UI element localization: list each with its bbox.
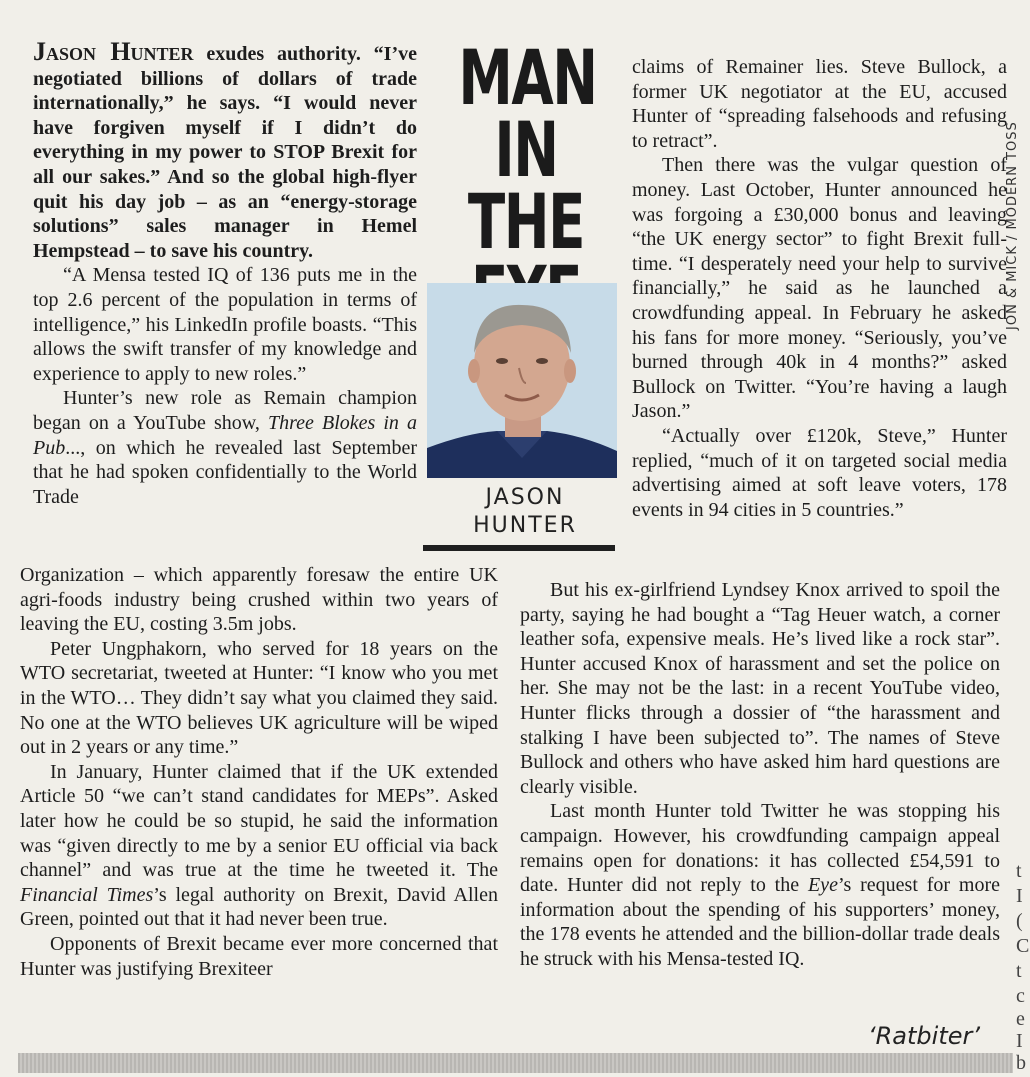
paragraph-opponents: Opponents of Brexit became ever more concerned that Hunter was justifying Brexiteer bbox=[20, 932, 498, 980]
caption-line-1: JASON bbox=[485, 485, 565, 510]
right-column-lower bbox=[520, 578, 1000, 972]
edge-letter: t bbox=[1016, 860, 1022, 882]
paragraph-youtube-text-b: ..., on which he revealed last September that he had spoken confidentially to the World Trade bbox=[33, 436, 417, 508]
left-column-upper bbox=[33, 37, 417, 509]
edge-letter: C bbox=[1016, 935, 1030, 957]
edge-letter: I bbox=[1016, 885, 1023, 907]
paragraph-last-month-text-b: ’s request for more information about the spending of his supporters’ money, the 178 events he attended and the billion-dollar trade deals he struck with his Mensa-tested IQ. bbox=[520, 874, 1000, 970]
lead-name: Jason Hunter bbox=[33, 37, 194, 66]
edge-letter: I bbox=[1016, 1030, 1023, 1052]
headline-line-2: IN THE bbox=[467, 105, 585, 266]
photo-caption bbox=[440, 484, 610, 540]
portrait-photo bbox=[427, 283, 617, 478]
lead-text: exudes authority. “I’ve negotiated billions of dollars of trade internationally,” he says. “I would never have forgiven myself if I didn’t do everything in my power to STOP Brexit for all our sakes.” And so the global high-flyer quit his day job – as an “energy-storage solutions” sales manager in Hemel Hempstead – to save his country. bbox=[33, 43, 417, 262]
edge-letter: c bbox=[1016, 985, 1025, 1007]
caption-rule bbox=[423, 545, 615, 551]
paragraph-120k: “Actually over £120k, Steve,” Hunter replied, “much of it on targeted social media advertising aimed at soft leave voters, 178 events in 94 cities in 5 countries.” bbox=[632, 424, 1007, 521]
paragraph-youtube bbox=[33, 386, 417, 509]
byline: ‘Ratbiter’ bbox=[868, 1022, 980, 1050]
show-title: Three Blokes in a Pub bbox=[33, 411, 417, 459]
paragraph-article50-text-a: In January, Hunter claimed that if the UK extended Article 50 “we can’t stand candidates for MEPs”. Asked later how he could be so stupid, he said the information was “given directly to me by a senior EU official via back channel” and was true at the time he tweeted it. The bbox=[20, 760, 498, 882]
left-column-lower bbox=[20, 563, 498, 981]
paragraph-ungphakorn: Peter Ungphakorn, who served for 18 years on the WTO secretariat, tweeted at Hunter: “I know who you met in the WTO… They didn’t say what you claimed they said. No one at the WTO believes UK agriculture will be wiped out in 2 years or any time.” bbox=[20, 637, 498, 759]
newspaper-name: Financial Times bbox=[20, 883, 154, 906]
paragraph-article50 bbox=[20, 760, 498, 932]
paragraph-mensa: “A Mensa tested IQ of 136 puts me in the top 2.6 percent of the population in terms of intelligence,” his LinkedIn profile boasts. “This allows the swift transfer of my knowledge and experience to apply to new roles.” bbox=[33, 264, 417, 385]
edge-letter: t bbox=[1016, 960, 1022, 982]
headline-line-1: MAN bbox=[458, 33, 597, 122]
illustration-credit: JON & MICK / MODERN TOSS bbox=[1005, 121, 1020, 330]
paragraph-money: Then there was the vulgar question of money. Last October, Hunter announced he was forgoing a £30,000 bonus and leaving “the UK energy sector” to fight Brexit full-time. “I desperately need your help to survive financially,” he said as he launched a crowdfunding appeal. In February he asked his fans for more money. “Seriously, you’ve burned through 40k in 4 months?” asked Bullock on Twitter. “You’re having a laugh Jason.” bbox=[632, 154, 1007, 423]
edge-letter: e bbox=[1016, 1008, 1025, 1030]
paragraph-wto-continued: Organization – which apparently foresaw the entire UK agri-foods industry being crushed within two years of leaving the EU, costing 3.5m jobs. bbox=[20, 564, 498, 636]
footer-band bbox=[18, 1053, 1013, 1073]
right-column-upper bbox=[632, 55, 1007, 522]
paragraph-remainer-lies: claims of Remainer lies. Steve Bullock, a former UK negotiator at the EU, accused Hunter of “spreading falsehoods and refusing to retract”. bbox=[632, 56, 1007, 152]
magazine-name: Eye bbox=[807, 874, 838, 897]
paragraph-youtube-text-a: Hunter’s new role as Remain champion began on a YouTube show, bbox=[33, 387, 417, 434]
paragraph-ex-girlfriend: But his ex-girlfriend Lyndsey Knox arrived to spoil the party, saying he had bought a “Tag Heuer watch, a corner leather sofa, expensive meals. He’s lived like a rock star”. Hunter accused Knox of harassment and set the police on her. She may not be the last: in a recent YouTube video, Hunter flicks through a dossier of “the harassment and stalking I have been subjected to”. The names of Steve Bullock and others who have asked him hard questions are clearly visible. bbox=[520, 579, 1000, 798]
caption-line-2: HUNTER bbox=[473, 513, 577, 538]
portrait-illustration bbox=[427, 283, 617, 478]
lead-paragraph bbox=[33, 37, 417, 263]
paragraph-last-month-text-a: Last month Hunter told Twitter he was stopping his campaign. However, his crowdfunding campaign appeal remains open for donations: it has collected £54,591 to date. Hunter did not reply to the bbox=[520, 800, 1000, 897]
edge-letter: b bbox=[1016, 1052, 1026, 1074]
paragraph-article50-text-b: ’s legal authority on Brexit, David Allen Green, pointed out that it had never been true. bbox=[20, 883, 498, 931]
edge-letter: ( bbox=[1016, 910, 1023, 932]
paragraph-last-month bbox=[520, 799, 1000, 971]
